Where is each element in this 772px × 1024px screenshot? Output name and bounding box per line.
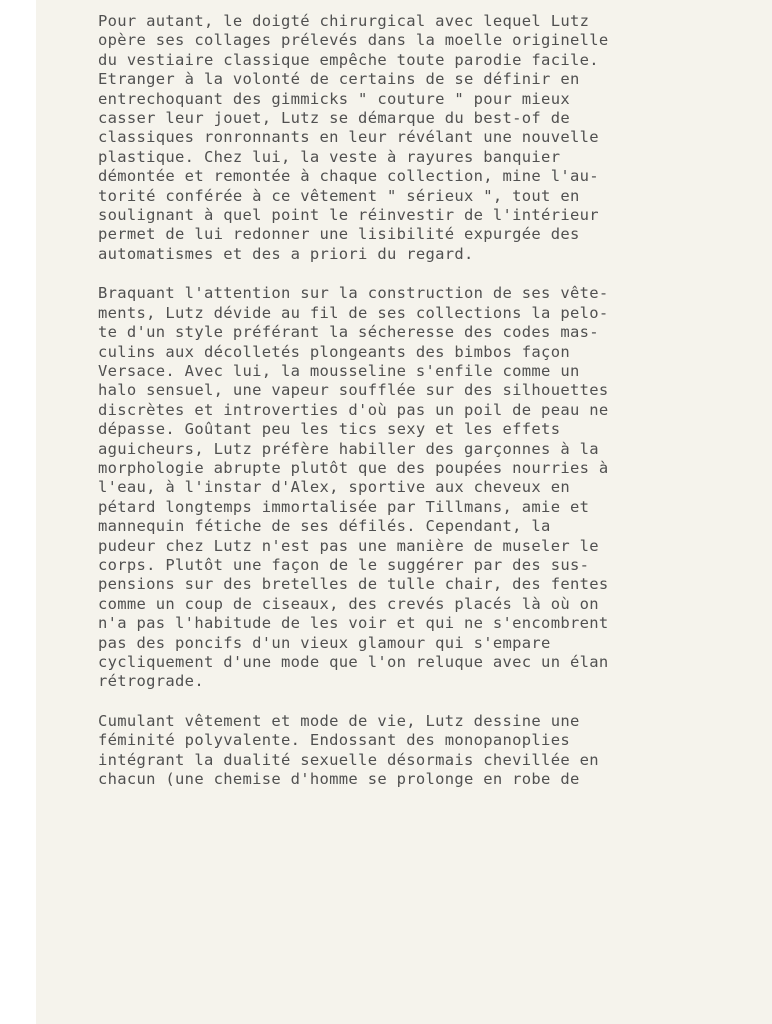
text-line: dépasse. Goûtant peu les tics sexy et les effets (98, 420, 561, 439)
text-line: opère ses collages prélevés dans la moelle originelle (98, 31, 609, 50)
text-line: te d'un style préférant la sécheresse des codes mas- (98, 323, 599, 342)
text-line: mannequin fétiche de ses défilés. Cependant, la (98, 517, 551, 536)
text-line: permet de lui redonner une lisibilité expurgée des (98, 225, 580, 244)
text-line: entrechoquant des gimmicks " couture " pour mieux (98, 89, 570, 108)
text-line: automatismes et des a priori du regard. (98, 244, 474, 263)
text-line: Cumulant vêtement et mode de vie, Lutz dessine une (98, 711, 580, 730)
text-line: aguicheurs, Lutz préfère habiller des garçonnes à la (98, 439, 599, 458)
text-line: démontée et remontée à chaque collection, mine l'au- (98, 167, 599, 186)
text-line: Braquant l'attention sur la construction de ses vête- (98, 284, 609, 303)
text-line: halo sensuel, une vapeur soufflée sur des silhouettes (98, 381, 609, 400)
text-line: Versace. Avec lui, la mousseline s'enfile comme un (98, 361, 580, 380)
text-line: rétrograde. (98, 672, 204, 691)
text-line: pétard longtemps immortalisée par Tillmans, amie et (98, 497, 590, 516)
text-line: torité conférée à ce vêtement " sérieux ", tout en (98, 186, 580, 205)
text-line: casser leur jouet, Lutz se démarque du best-of de (98, 109, 570, 128)
text-line: soulignant à quel point le réinvestir de l'intérieur (98, 206, 599, 225)
text-line: Pour autant, le doigté chirurgical avec lequel Lutz (98, 12, 590, 30)
text-line: intégrant la dualité sexuelle désormais chevillée en (98, 750, 599, 769)
text-line: pas des poncifs d'un vieux glamour qui s'empare (98, 633, 551, 652)
text-line: pudeur chez Lutz n'est pas une manière de museler le (98, 536, 599, 555)
paragraph (98, 712, 738, 790)
text-line: l'eau, à l'instar d'Alex, sportive aux cheveux en (98, 478, 570, 497)
text-line: Etranger à la volonté de certains de se définir en (98, 70, 580, 89)
text-line: ments, Lutz dévide au fil de ses collections la pelo- (98, 303, 609, 322)
text-line: n'a pas l'habitude de les voir et qui ne s'encombrent (98, 614, 609, 633)
text-line: pensions sur des bretelles de tulle chair, des fentes (98, 575, 609, 594)
text-line: du vestiaire classique empêche toute parodie facile. (98, 50, 599, 69)
text-line: féminité polyvalente. Endossant des monopanoplies (98, 731, 570, 750)
text-line: comme un coup de ciseaux, des crevés placés là où on (98, 594, 599, 613)
text-line: cycliquement d'une mode que l'on reluque avec un élan (98, 653, 609, 671)
document-page (36, 0, 772, 1024)
text-line: morphologie abrupte plutôt que des poupées nourries à (98, 458, 609, 477)
text-line: corps. Plutôt une façon de le suggérer par des sus- (98, 555, 590, 574)
paragraph (98, 284, 738, 692)
text-line: chacun (une chemise d'homme se prolonge en robe de (98, 770, 580, 789)
article-text (98, 12, 738, 809)
text-line: culins aux décolletés plongeants des bimbos façon (98, 342, 570, 361)
text-line: classiques ronronnants en leur révélant une nouvelle (98, 128, 599, 147)
page-margin (0, 0, 36, 1024)
text-line: discrètes et introverties d'où pas un poil de peau ne (98, 400, 609, 419)
paragraph (98, 12, 738, 264)
text-line: plastique. Chez lui, la veste à rayures banquier (98, 147, 561, 166)
